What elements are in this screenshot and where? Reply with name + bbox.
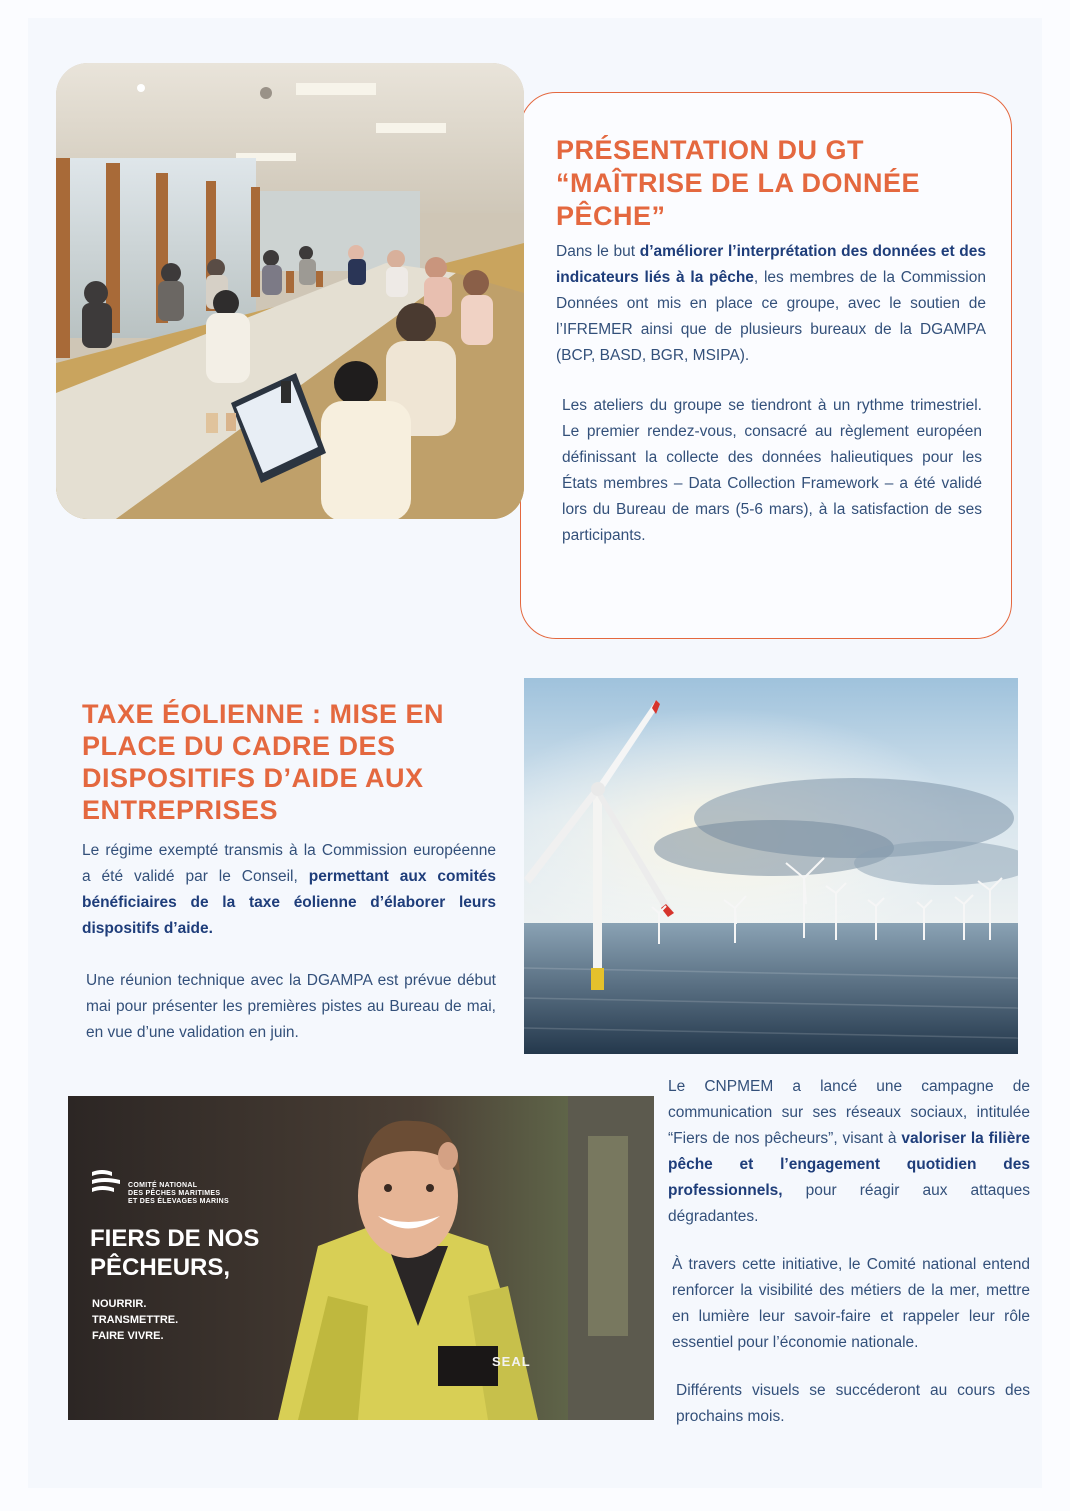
section2-title-line-1: TAXE ÉOLIENNE : MISE EN: [82, 699, 445, 729]
meeting-photo-illustration: [56, 63, 524, 519]
section3-paragraph-3: Différents visuels se succéderont au cours des prochains mois.: [676, 1382, 1030, 1425]
campaign-visual: [68, 1096, 654, 1420]
section1-title-line-3: PÊCHE”: [556, 201, 666, 231]
section1-title: [556, 134, 986, 233]
logo-line-3: ET DES ÉLEVAGES MARINS: [128, 1198, 229, 1205]
section2-paragraph-2: Une réunion technique avec la DGAMPA est prévue début mai pour présenter les premières pistes au Bureau de mai, en vue d’une validation en juin.: [86, 972, 496, 1041]
section3-p1-end: pour réagir aux attaques dégradantes.: [668, 1182, 1030, 1225]
section1: [556, 134, 986, 549]
section1-p1-start: Dans le but: [556, 243, 640, 260]
section3: [668, 1074, 1030, 1430]
section1-title-line-1: PRÉSENTATION DU GT: [556, 135, 865, 165]
section2-title-line-3: DISPOSITIFS D’AIDE AUX: [82, 763, 424, 793]
wind-turbines-photo: [524, 678, 1018, 1054]
section2-title-line-2: PLACE DU CADRE DES: [82, 731, 396, 761]
campaign-headline-line-1: FIERS DE NOS: [90, 1225, 260, 1252]
logo-line-2: DES PÊCHES MARITIMES: [128, 1190, 221, 1197]
section1-p1-end: , les membres de la Commission Données ont mis en place ce groupe, avec le soutien de l’IFREMER ainsi que de plusieurs bureaux de la DGAMPA (BCP, BASD, BGR, MSIPA).: [556, 269, 986, 364]
campaign-tagline-3: FAIRE VIVRE.: [92, 1330, 164, 1342]
section2-p1-bold: permettant aux comités bénéficiaires de la taxe éolienne d’élaborer leurs dispositifs d’aide.: [82, 868, 497, 937]
jacket-print: SEAL: [492, 1354, 531, 1369]
section3-p1-start: Le CNPMEM a lancé une campagne de communication sur ses réseaux sociaux, intitulée “Fiers de nos pêcheurs”, visant à: [668, 1078, 1030, 1147]
logo-line-1: COMITÉ NATIONAL: [128, 1182, 198, 1189]
section1-paragraph-2: Les ateliers du groupe se tiendront à un rythme trimestriel. Le premier rendez-vous, consacré au règlement européen définissant la collecte des données halieutiques pour les États membres – Data Collection Framework – a été validé lors du Bureau de mars (5-6 mars), à la satisfaction de ses participants.: [562, 397, 982, 544]
section1-title-line-2: “MAÎTRISE DE LA DONNÉE: [556, 168, 921, 198]
section1-paragraph-1: [556, 239, 986, 369]
campaign-headline-line-2: PÊCHEURS,: [90, 1254, 231, 1281]
section3-paragraph-2: À travers cette initiative, le Comité national entend renforcer la visibilité des métiers de la mer, mettre en lumière leur savoir-faire et rappeler leur rôle essentiel pour l’économie nationale.: [672, 1256, 1030, 1351]
campaign-headline: [90, 1224, 259, 1282]
campaign-tagline-1: NOURRIR.: [92, 1298, 147, 1310]
section2-title: [82, 698, 496, 826]
meeting-photo: [56, 63, 524, 519]
section3-paragraph-1: [668, 1074, 1030, 1230]
section2-paragraph-1: [82, 838, 496, 942]
campaign-tagline: [92, 1296, 178, 1344]
section2-title-line-4: ENTREPRISES: [82, 795, 279, 825]
cnpmem-logo-icon: [90, 1168, 124, 1198]
section3-p1-bold: valoriser la filière pêche et l’engagement quotidien des professionnels,: [668, 1130, 1030, 1199]
section1-p1-bold: d’améliorer l’interprétation des données et des indicateurs liés à la pêche: [556, 243, 986, 286]
cnpmem-logo-text: [128, 1182, 229, 1206]
section2-p1-start: Le régime exempté transmis à la Commission européenne a été validé par le Conseil,: [82, 842, 496, 885]
section2: [82, 698, 496, 1046]
campaign-tagline-2: TRANSMETTRE.: [92, 1314, 179, 1326]
wind-turbines-illustration: [524, 678, 1018, 1054]
